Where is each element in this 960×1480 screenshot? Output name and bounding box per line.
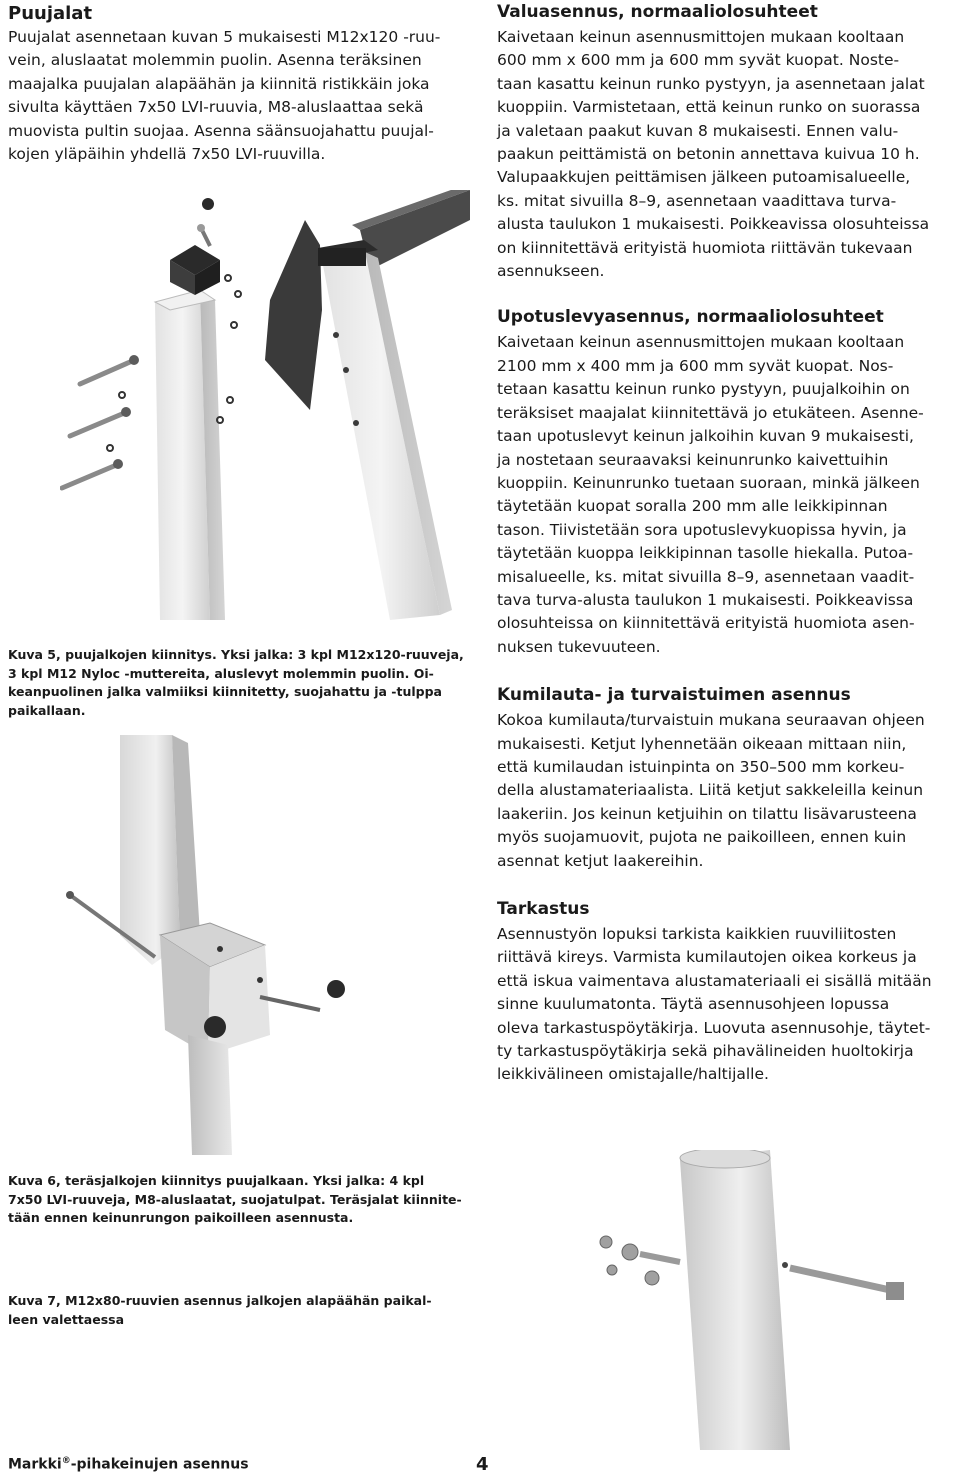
section-text: Kaivetaan keinun asennusmittojen mukaan kooltaan 600 mm x 600 mm ja 600 mm syvät kuopat. Noste- taan kasattu keinun runko pystyyn, ja asennetaan jalat kuoppiin. Varmistetaan, että keinun runko on suorassa ja valetaan paakut kuvan 8 mukaisesti. Ennen valu- paakun peittämistä on betonin annettava kuivua 10 h. Valupaakkujen peittämisen jälkeen putoamisalueelle, ks. mitat sivuilla 8–9, asennetaan vaadittava turva- alusta taulukon 1 mukaisesti. Poikkeavissa olosuhteissa on kiinnitettävä erityistä huomiota riittävän tukevaan asennukseen. [497,28,930,281]
puujalat-paragraph: Puujalat asennetaan kuvan 5 mukaisesti M12x120 -ruu- vein, aluslaatat molemmin puolin. Asenna teräksinen maajalka puujalan alapäähän ja kiinnitä ristikkäin joka sivulta käyttäen 7x50 LVI-ruuvia, M8-aluslaattaa sekä muovista pultin suojaa. Asenna säänsuojahattu puujal- kojen yläpäihin yhdellä 7x50 LVI-ruuvilla. [8,28,441,164]
page-number: 4 [476,1454,489,1475]
section-upotuslevyasennus [497,305,959,659]
section-heading: Kumilauta- ja turvaistuimen asennus [497,685,851,706]
figure-7-bolt-installation [590,1150,960,1450]
section-text: Kokoa kumilauta/turvaistuin mukana seuraavan ohjeen mukaisesti. Ketjut lyhennetään oikeaan mittaan niin, että kumilaudan istuinpinta on 350–500 mm korkeu- della alustamateriaalista. Liitä ketjut sakkeleilla keinun laakeriin. Jos keinun ketjuihin on tilattu lisävarusteena myös suojamuovit, pujota ne paikoilleen, ennen kuin asennat ketjut laakereihin. [497,711,925,870]
section-tarkastus [497,897,959,1087]
footer-brand-name: Markki [8,1456,62,1473]
section-heading: Tarkastus [497,899,590,919]
figure-5-caption: Kuva 5, puujalkojen kiinnitys. Yksi jalka: 3 kpl M12x120-ruuveja, 3 kpl M12 Nyloc -muttereita, aluslevyt molemmin puolin. Oi- keanpuolinen jalka valmiiksi kiinnitetty, suojahattu ja -tulppa paikallaan. [8,647,464,718]
figure-7-caption-block [8,1292,478,1329]
figure-6-caption-block [8,1172,478,1228]
section-text: Asennustyön lopuksi tarkista kaikkien ruuviliitosten riittävä kireys. Varmista kumilautojen oikea korkeus ja että iskua vaimentava alustamateriaali ei sisällä mitään sinne kuulumatonta. Täytä asennusohjeen lopussa oleva tarkastuspöytäkirja. Luovuta asennusohje, täytet- ty tarkastuspöytäkirja sekä pihavälineiden huoltokirja leikkivälineen omistajalle/haltijalle. [497,925,932,1084]
section-title-puujalat: Puujalat [8,3,93,24]
figure-6-steel-foot-attachment [60,735,400,1155]
left-intro-block [8,2,478,166]
right-column [497,0,959,1087]
section-text: Kaivetaan keinun asennusmittojen mukaan kooltaan 2100 mm x 400 mm ja 600 mm syvät kuopat. Nos- tetaan kasattu keinun runko pystyyn, puujalkoihin on teräksiset maajalat kiinnitettävä jo etukäteen. Asenne- taan upotuslevyt keinun jalkoihin kuvan 9 mukaisesti, ja nostetaan seuraavaksi keinunrunko kaivettuihin kuoppiin. Keinunrunko tuetaan suoraan, minkä jälkeen täytetään kuopat soralla 200 mm alle leikkipinnan tason. Tiivistetään sora upotuslevykuopissa hyvin, ja täytetään kuoppa leikkipinnan tasolle hiekalla. Putoa- misalueelle, ks. mitat sivuilla 8–9, asennetaan vaadit- tava turva-alusta taulukon 1 mukaisesti. Poikkeavissa olosuhteissa on kiinnitettävä erityistä huomiota asen- nuksen tukevuuteen. [497,333,924,656]
section-kumilauta [497,683,959,873]
footer-registered-mark: ® [61,1456,71,1466]
figure-5-wooden-leg-assembly [60,190,480,630]
figure-5-caption-block [8,646,478,720]
section-valuasennus [497,0,959,283]
figure-6-caption: Kuva 6, teräsjalkojen kiinnitys puujalkaan. Yksi jalka: 4 kpl 7x50 LVI-ruuveja, M8-aluslaatat, suojatulpat. Teräsjalat kiinnite- tään ennen keinunrungon paikoilleen asennusta. [8,1173,462,1225]
footer-brand [8,1456,249,1473]
footer-doc-title: -pihakeinujen asennus [70,1456,249,1473]
section-heading: Valuasennus, normaaliolosuhteet [497,2,818,22]
section-heading: Upotuslevyasennus, normaaliolosuhteet [497,307,884,328]
figure-7-caption: Kuva 7, M12x80-ruuvien asennus jalkojen alapäähän paikal- leen valettaessa [8,1293,432,1327]
